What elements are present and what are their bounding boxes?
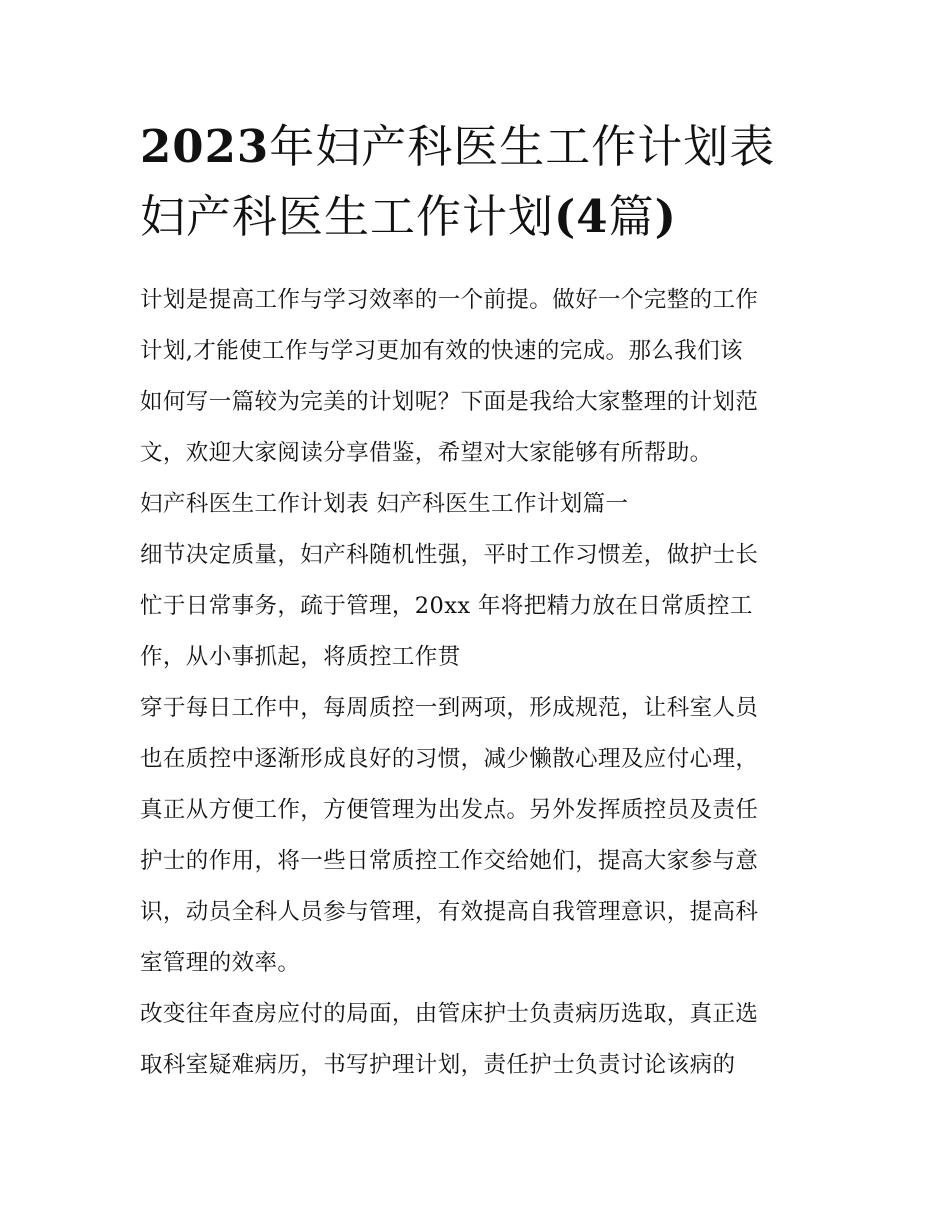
text-line: 室管理的效率。 [140, 950, 301, 976]
text-line: 细节决定质量，妇产科随机性强，平时工作习惯差，做护士长 [140, 542, 759, 568]
title-count-unit: 篇 [608, 190, 655, 243]
title-line-1 [140, 112, 820, 182]
title-line-2 [140, 182, 820, 252]
paragraph [140, 479, 820, 530]
title-close-paren: ) [654, 190, 677, 243]
text-line: 计划,才能使工作与学习更加有效的快速的完成。那么我们该 [140, 338, 743, 364]
text-line: 取科室疑难病历，书写护理计划，责任护士负责讨论该病的 [140, 1052, 736, 1078]
paragraph [140, 683, 820, 989]
text-line: 识，动员全科人员参与管理，有效提高自我管理意识，提高科 [140, 899, 759, 925]
text-line: 真正从方便工作，方便管理为出发点。另外发挥质控员及责任 [140, 797, 759, 823]
paragraph [140, 530, 820, 683]
text-line: 文，欢迎大家阅读分享借鉴，希望对大家能够有所帮助。 [140, 440, 713, 466]
title-year: 2023 [140, 120, 270, 173]
text-line: 计划是提高工作与学习效率的一个前提。做好一个完整的工作 [140, 287, 759, 313]
paragraph [140, 275, 820, 479]
text-line: 妇产科医生工作计划表 妇产科医生工作计划篇一 [140, 491, 629, 517]
text-line: 护士的作用，将一些日常质控工作交给她们，提高大家参与意 [140, 848, 759, 874]
text-line: 忙于日常事务，疏于管理，20xx 年将把精力放在日常质控工 [140, 593, 753, 619]
title-line-1-text: 年妇产科医生工作计划表 [269, 120, 776, 173]
text-line: 穿于每日工作中，每周质控一到两项，形成规范，让科室人员 [140, 695, 759, 721]
text-line: 改变往年查房应付的局面，由管床护士负责病历选取，真正选 [140, 1001, 759, 1027]
document-title [140, 112, 820, 252]
text-line: 如何写一篇较为完美的计划呢？下面是我给大家整理的计划范 [140, 389, 759, 415]
paragraph [140, 989, 820, 1091]
title-count: (4 [554, 190, 609, 243]
text-line: 也在质控中逐渐形成良好的习惯，减少懒散心理及应付心理， [140, 746, 759, 772]
text-line: 作，从小事抓起，将质控工作贯 [140, 644, 461, 670]
document-body [140, 275, 820, 1091]
title-line-2-text: 妇产科医生工作计划 [140, 190, 555, 243]
